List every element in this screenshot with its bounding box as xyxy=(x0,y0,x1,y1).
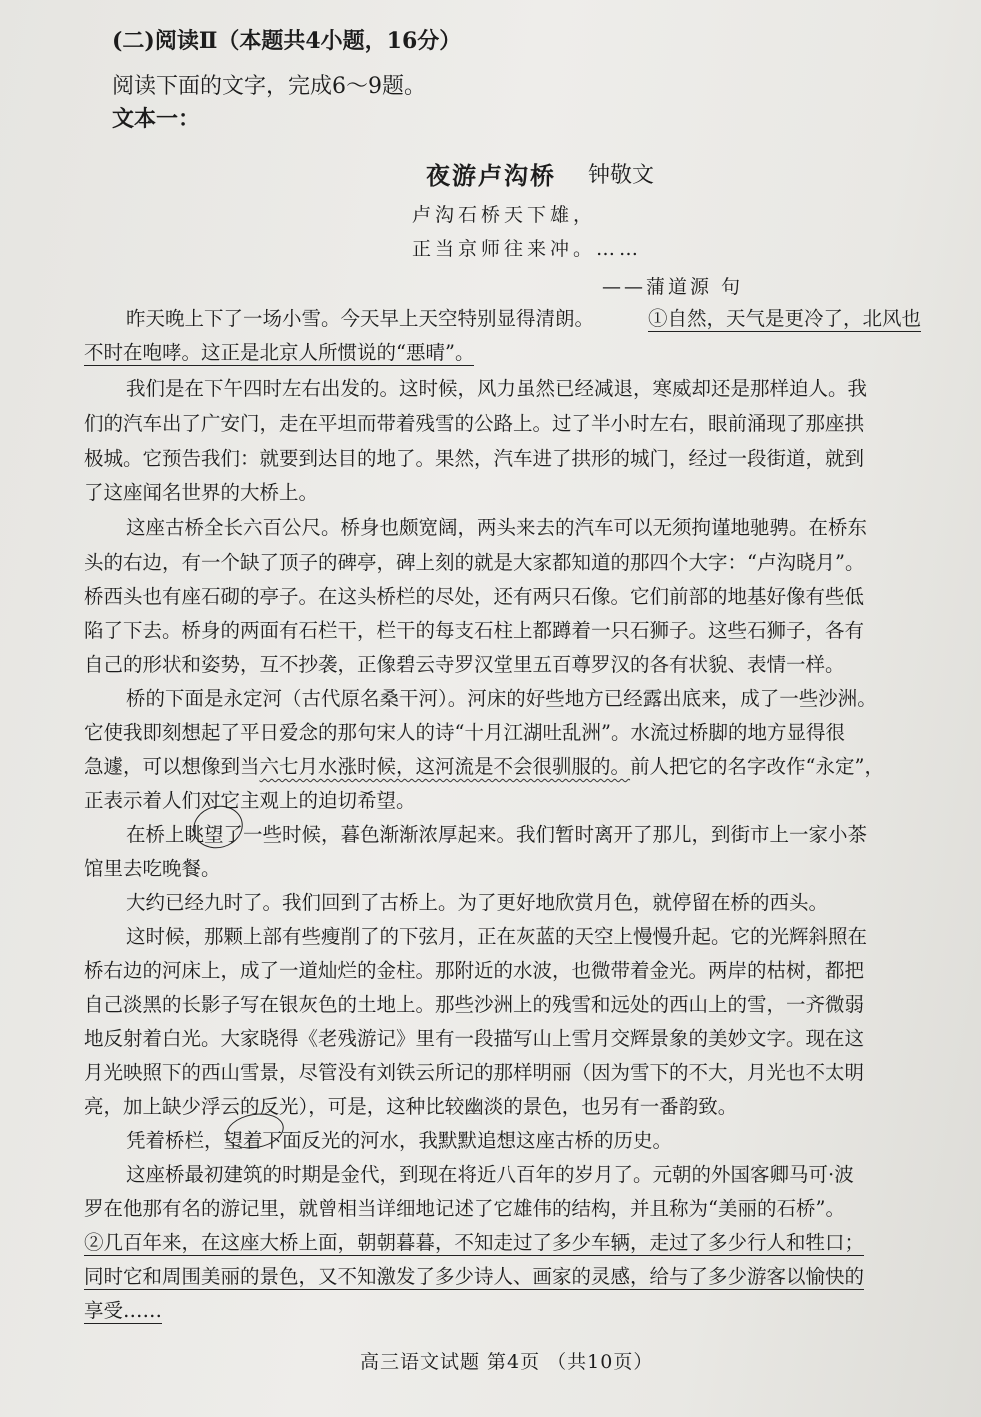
text-line: 凭着桥栏，望着下面反光的河水，我默默追想这座古桥的历史。 xyxy=(126,1129,673,1152)
text-line: 极城。它预告我们：就要到达目的地了。果然，汽车进了拱形的城门，经过一段街道，就到 xyxy=(84,447,865,470)
epigraph-line-2: 正当京师往来冲。…… xyxy=(412,238,643,260)
instruction-text: 阅读下面的文字，完成6～9题。 xyxy=(112,74,426,99)
underlined-sentence-2-cont: 同时它和周围美丽的景色，又不知激发了多少诗人、画家的灵感，给与了多少游客以愉快的 xyxy=(84,1265,865,1288)
text-segment: 前人把它的名字改作“永定”， xyxy=(630,755,884,778)
text-one-label: 文本一： xyxy=(112,106,201,132)
text-segment: 急遽，可以想像到当 xyxy=(84,755,260,778)
text-line: 这时候，那颗上部有些瘦削了的下弦月，正在灰蓝的天空上慢慢升起。它的光辉斜照在 xyxy=(126,925,868,948)
text-line: 们的汽车出了广安门，走在平坦而带着残雪的公路上。过了半小时左右，眼前涌现了那座拱 xyxy=(84,412,865,435)
text-line: 自己的形状和姿势，互不抄袭，正像碧云寺罗汉堂里五百尊罗汉的各有状貌、表情一样。 xyxy=(84,653,845,676)
text-line: 了这座闻名世界的大桥上。 xyxy=(84,481,319,504)
text-line: 这座桥最初建筑的时期是金代，到现在将近八百年的岁月了。元朝的外国客卿马可·波 xyxy=(126,1163,854,1186)
text-line: 桥西头也有座石砌的亭子。在这头桥栏的尽处，还有两只石像。它们前部的地基好像有些低 xyxy=(84,585,865,608)
text-line: 陷了下去。桥身的两面有石栏干，栏干的每支石柱上都蹲着一只石狮子。这些石狮子，各有 xyxy=(84,619,865,642)
text-line xyxy=(84,1231,864,1255)
text-line: 罗在他那有名的游记里，就曾相当详细地记述了它雄伟的结构，并且称为“美丽的石桥”。 xyxy=(84,1197,845,1220)
text-line xyxy=(84,341,474,365)
text-line: 馆里去吃晚餐。 xyxy=(84,857,221,880)
page-footer: 高三语文试题 第4页 （共10页） xyxy=(360,1351,654,1373)
text-line: 正表示着人们对它主观上的迫切希望。 xyxy=(84,789,416,812)
text-line xyxy=(84,1265,864,1289)
text-line: 大约已经九时了。我们回到了古桥上。为了更好地欣赏月色，就停留在桥的西头。 xyxy=(126,891,829,914)
text-line: 在桥上眺望了一些时候，暮色渐渐浓厚起来。我们暂时离开了那儿，到街市上一家小茶 xyxy=(126,823,868,846)
underlined-sentence-1-cont: 不时在咆哮。这正是北京人所惯说的“悪晴”。 xyxy=(84,341,475,364)
epigraph-line-1: 卢沟石桥天下雄， xyxy=(412,204,597,226)
underlined-sentence-2: ②几百年来，在这座大桥上面，朝朝暮暮，不知走过了多少车辆，走过了多少行人和牲口； xyxy=(84,1231,865,1254)
text-line xyxy=(84,1299,162,1323)
epigraph-source: ——蒲道源 句 xyxy=(602,276,744,298)
text-line: 昨天晚上下了一场小雪。今天早上天空特别显得清朗。 xyxy=(126,307,595,330)
text-line xyxy=(84,755,884,779)
text-line: 头的右边，有一个缺了顶子的碑亭，碑上刻的就是大家都知道的那四个大字：“卢沟晓月”。 xyxy=(84,551,865,574)
section-heading: (二)阅读Ⅱ（本题共4小题，16分） xyxy=(112,28,462,54)
text-line: 桥右边的河床上，成了一道灿烂的金柱。那附近的水波，也微带着金光。两岸的枯树，都把 xyxy=(84,959,865,982)
underlined-sentence-1: ①自然，天气是更冷了，北风也 xyxy=(648,307,922,330)
text-line: 它使我即刻想起了平日爱念的那句宋人的诗“十月江湖吐乱洲”。水流过桥脚的地方显得很 xyxy=(84,721,845,744)
text-line: 亮，加上缺少浮云的反光），可是，这种比较幽淡的景色，也另有一番韵致。 xyxy=(84,1095,738,1118)
text-line: 我们是在下午四时左右出发的。这时候，风力虽然已经减退，寒威却还是那样迫人。我 xyxy=(126,377,868,400)
text-line: 自己淡黑的长影子写在银灰色的土地上。那些沙洲上的残雪和远处的西山上的雪，一齐微弱 xyxy=(84,993,865,1016)
text-line: 月光映照下的西山雪景，尽管没有刘铁云所记的那样明丽（因为雪下的不大，月光也不太明 xyxy=(84,1061,865,1084)
wavy-underlined-phrase: 六七月水涨时候，这河流是不会很驯服的。 xyxy=(259,755,631,778)
text-line: 地反射着白光。大家晓得《老残游记》里有一段描写山上雪月交辉景象的美妙文字。现在这 xyxy=(84,1027,865,1050)
underlined-sentence-2-end: 享受…… xyxy=(84,1299,163,1322)
text-line: 这座古桥全长六百公尺。桥身也颇宽阔，两头来去的汽车可以无须拘谨地驰骋。在桥东 xyxy=(126,516,868,539)
article-title: 夜游卢沟桥 xyxy=(426,161,556,190)
article-author: 钟敬文 xyxy=(588,163,655,188)
text-line: 桥的下面是永定河（古代原名桑干河）。河床的好些地方已经露出底来，成了一些沙洲。 xyxy=(126,687,877,710)
text-line xyxy=(648,307,921,331)
